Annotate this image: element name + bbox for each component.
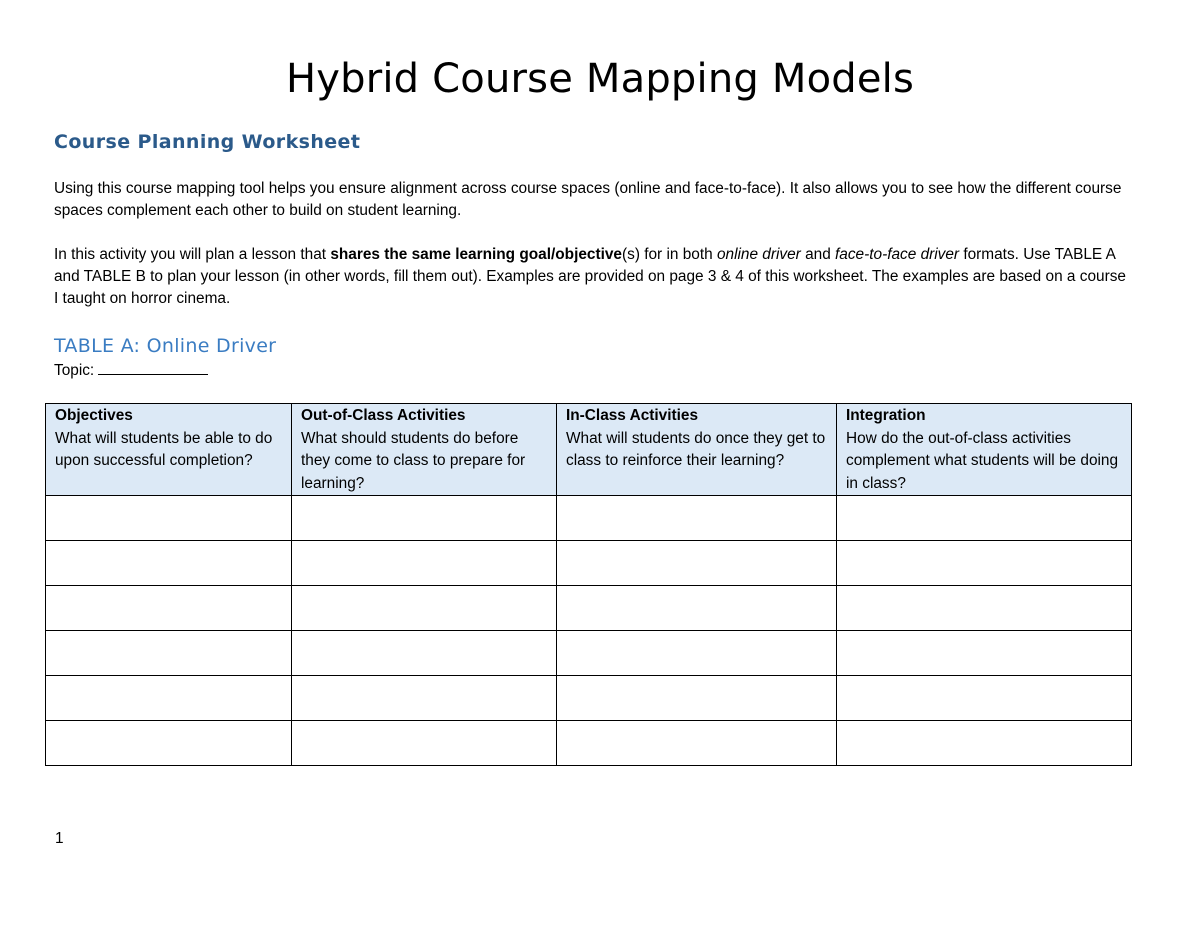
column-title: In-Class Activities — [566, 407, 699, 424]
header-integration — [837, 404, 1132, 496]
column-prompt: What will students do once they get to class to reinforce their learning? — [566, 429, 826, 469]
table-row — [46, 631, 1132, 676]
cell-objectives[interactable] — [46, 631, 292, 676]
page-title: Hybrid Course Mapping Models — [285, 56, 915, 102]
table-row — [46, 721, 1132, 766]
cell-out-of-class[interactable] — [292, 676, 557, 721]
activity-italic-face-to-face: face-to-face driver — [835, 246, 960, 263]
cell-integration[interactable] — [837, 631, 1132, 676]
activity-text-4: formats. Use TABLE A and TABLE B to plan your lesson (in other words, fill them out). Examples are provided on page 3 & 4 of this worksheet. The examples are based on a course I taught on horror cinema. — [54, 246, 1126, 307]
cell-in-class[interactable] — [557, 721, 837, 766]
cell-in-class[interactable] — [557, 676, 837, 721]
column-prompt: What should students do before they come to class to prepare for learning? — [301, 429, 526, 492]
cell-out-of-class[interactable] — [292, 721, 557, 766]
cell-objectives[interactable] — [46, 496, 292, 541]
table-row — [46, 676, 1132, 721]
cell-objectives[interactable] — [46, 676, 292, 721]
header-out-of-class-activities — [292, 404, 557, 496]
activity-text-1: In this activity you will plan a lesson that — [54, 246, 331, 263]
activity-bold-text: shares the same learning goal/objective — [330, 246, 622, 263]
cell-objectives[interactable] — [46, 721, 292, 766]
cell-integration[interactable] — [837, 676, 1132, 721]
table-row — [46, 496, 1132, 541]
table-row — [46, 541, 1132, 586]
worksheet-subtitle: Course Planning Worksheet — [54, 131, 361, 153]
column-prompt: What will students be able to do upon successful completion? — [55, 429, 273, 469]
column-title: Objectives — [55, 407, 133, 424]
cell-in-class[interactable] — [557, 541, 837, 586]
activity-italic-online: online driver — [716, 246, 801, 263]
cell-in-class[interactable] — [557, 496, 837, 541]
topic-label: Topic: — [54, 362, 95, 379]
cell-integration[interactable] — [837, 541, 1132, 586]
cell-out-of-class[interactable] — [292, 541, 557, 586]
planning-table — [45, 403, 1132, 766]
column-title: Integration — [846, 407, 926, 424]
page-number: 1 — [55, 830, 64, 847]
intro-paragraph: Using this course mapping tool helps you ensure alignment across course spaces (online and face-to-face). It also allows you to see how the different course spaces complement each other to build on student learning. — [54, 180, 1122, 219]
table-body — [46, 496, 1132, 766]
cell-objectives[interactable] — [46, 541, 292, 586]
cell-out-of-class[interactable] — [292, 496, 557, 541]
cell-integration[interactable] — [837, 721, 1132, 766]
table-header-row — [46, 404, 1132, 496]
activity-text-2: (s) for in both — [622, 246, 717, 263]
cell-integration[interactable] — [837, 586, 1132, 631]
cell-out-of-class[interactable] — [292, 631, 557, 676]
activity-text-3: and — [800, 246, 836, 263]
cell-integration[interactable] — [837, 496, 1132, 541]
cell-in-class[interactable] — [557, 631, 837, 676]
cell-in-class[interactable] — [557, 586, 837, 631]
column-title: Out-of-Class Activities — [301, 407, 466, 424]
activity-paragraph — [54, 244, 1134, 310]
header-objectives — [46, 404, 292, 496]
cell-objectives[interactable] — [46, 586, 292, 631]
header-in-class-activities — [557, 404, 837, 496]
cell-out-of-class[interactable] — [292, 586, 557, 631]
column-prompt: How do the out-of-class activities complement what students will be doing in class? — [846, 429, 1119, 492]
topic-blank-field[interactable] — [98, 360, 208, 375]
table-row — [46, 586, 1132, 631]
table-a-heading: TABLE A: Online Driver — [54, 335, 277, 357]
topic-line — [54, 360, 208, 382]
